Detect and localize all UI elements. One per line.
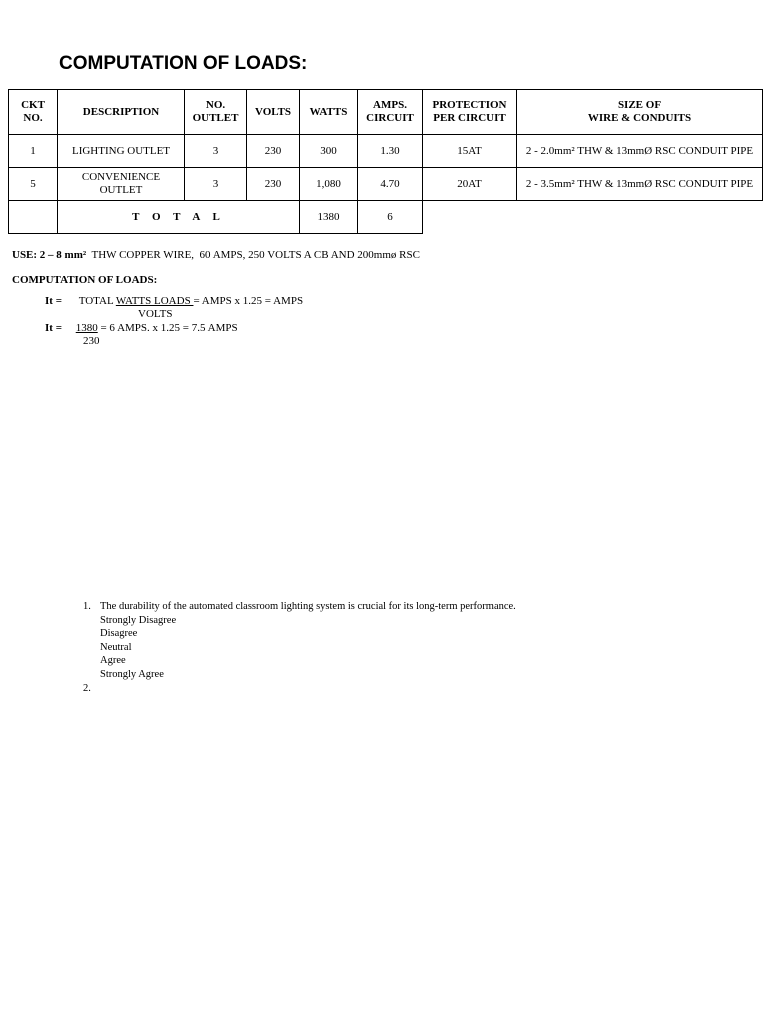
cell-volts: 230 bbox=[247, 168, 300, 201]
cell-wire-size: 2 - 2.0mm² THW & 13mmØ RSC CONDUIT PIPE bbox=[517, 135, 763, 168]
option-neutral: Neutral bbox=[100, 641, 132, 653]
cell-ckt: 1 bbox=[9, 135, 58, 168]
option-strongly-agree: Strongly Agree bbox=[100, 668, 164, 680]
cell-outlets: 3 bbox=[185, 168, 247, 201]
page-title: COMPUTATION OF LOADS: bbox=[59, 53, 308, 74]
question-number: 1. bbox=[83, 601, 91, 612]
use-specification bbox=[12, 249, 420, 261]
header-amps-circuit: AMPS. CIRCUIT bbox=[358, 90, 423, 135]
list-item bbox=[83, 682, 516, 696]
cell-total-blank bbox=[9, 201, 58, 234]
total-watts: 1380 bbox=[300, 201, 358, 234]
empty-cell bbox=[423, 201, 517, 234]
cell-protection: 15AT bbox=[423, 135, 517, 168]
calc-line bbox=[45, 322, 238, 334]
cell-amps: 1.30 bbox=[358, 135, 423, 168]
cell-amps: 4.70 bbox=[358, 168, 423, 201]
total-label: T O T A L bbox=[58, 201, 300, 234]
header-description: DESCRIPTION bbox=[58, 90, 185, 135]
section-subtitle: COMPUTATION OF LOADS: bbox=[12, 274, 158, 286]
cell-description: LIGHTING OUTLET bbox=[58, 135, 185, 168]
calc-numerator: 1380 bbox=[75, 322, 98, 334]
header-protection: PROTECTION PER CIRCUIT bbox=[423, 90, 517, 135]
formula-numerator: WATTS LOADS bbox=[115, 295, 194, 307]
cell-watts: 1,080 bbox=[300, 168, 358, 201]
formula-denominator: VOLTS bbox=[138, 308, 173, 320]
empty-cell bbox=[517, 201, 763, 234]
calc-label: It = bbox=[45, 322, 62, 334]
option-agree: Agree bbox=[100, 655, 126, 667]
cell-watts: 300 bbox=[300, 135, 358, 168]
table-row bbox=[9, 135, 763, 168]
header-watts: WATTS bbox=[300, 90, 358, 135]
header-no-outlet: NO. OUTLET bbox=[185, 90, 247, 135]
use-spec-bold: USE: 2 – 8 mm² bbox=[12, 249, 87, 261]
table-header-row bbox=[9, 90, 763, 135]
option-disagree: Disagree bbox=[100, 628, 138, 640]
cell-volts: 230 bbox=[247, 135, 300, 168]
list-item bbox=[83, 600, 516, 614]
header-wire-size: SIZE OF WIRE & CONDUITS bbox=[517, 90, 763, 135]
cell-description: CONVENIENCE OUTLET bbox=[58, 168, 185, 201]
formula-suffix: = AMPS x 1.25 = AMPS bbox=[193, 295, 304, 307]
formula-line bbox=[45, 295, 303, 307]
question-text: The durability of the automated classroom lighting system is crucial for its long-term performance. bbox=[100, 601, 516, 612]
cell-outlets: 3 bbox=[185, 135, 247, 168]
survey-list bbox=[83, 600, 516, 695]
cell-wire-size: 2 - 3.5mm² THW & 13mmØ RSC CONDUIT PIPE bbox=[517, 168, 763, 201]
cell-ckt: 5 bbox=[9, 168, 58, 201]
use-spec-text: THW COPPER WIRE, 60 AMPS, 250 VOLTS A CB AND 200mmø RSC bbox=[86, 249, 420, 261]
table-row bbox=[9, 168, 763, 201]
option-strongly-disagree: Strongly Disagree bbox=[100, 614, 177, 626]
calc-denominator: 230 bbox=[83, 335, 100, 347]
question-number: 2. bbox=[83, 682, 91, 694]
header-volts: VOLTS bbox=[247, 90, 300, 135]
formula-prefix: TOTAL bbox=[78, 295, 116, 307]
cell-protection: 20AT bbox=[423, 168, 517, 201]
table-total-row bbox=[9, 201, 763, 234]
formula-label: It = bbox=[45, 295, 62, 307]
total-amps: 6 bbox=[358, 201, 423, 234]
header-ckt-no: CKT NO. bbox=[9, 90, 58, 135]
calc-suffix: = 6 AMPS. x 1.25 = 7.5 AMPS bbox=[97, 322, 238, 334]
loads-table bbox=[8, 89, 763, 234]
